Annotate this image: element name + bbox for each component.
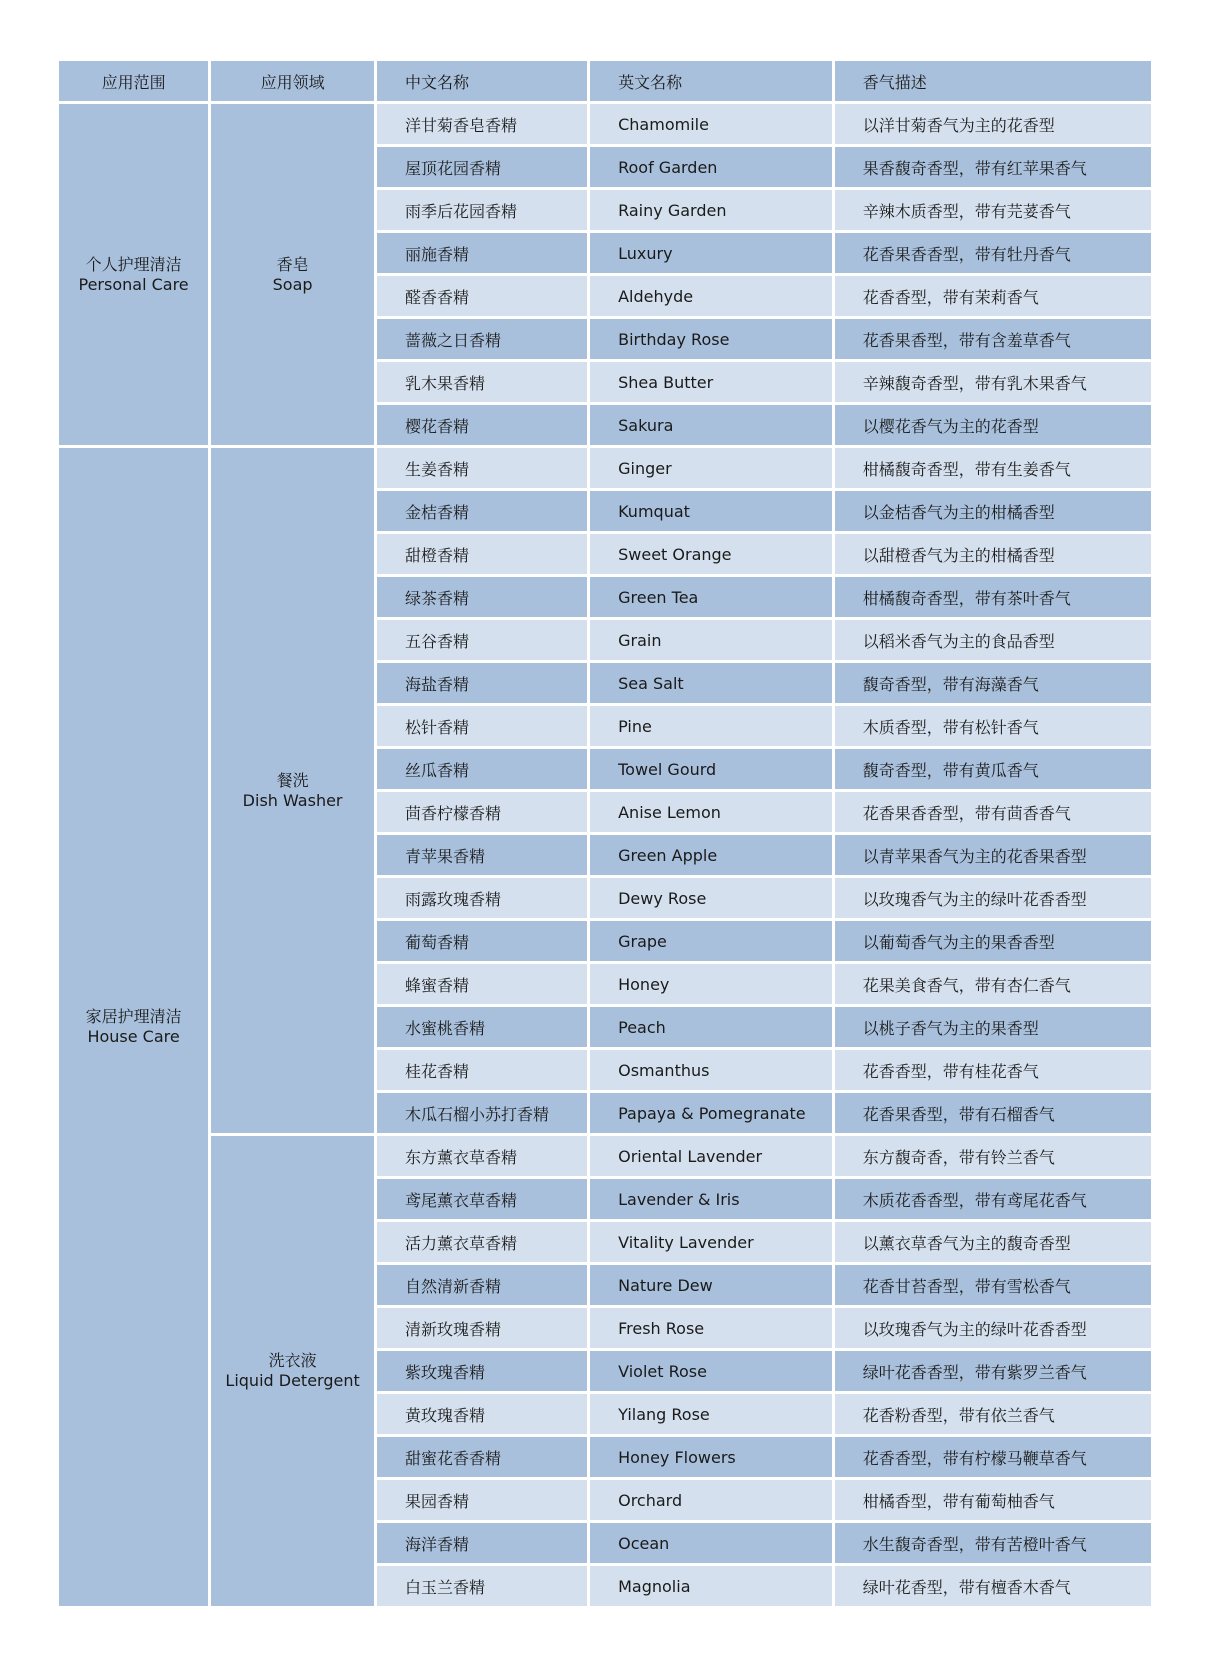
cn-name-cell: 绿茶香精 [377, 577, 587, 617]
description-cell: 柑橘馥奇香型，带有茶叶香气 [835, 577, 1151, 617]
en-name-cell: Green Tea [590, 577, 832, 617]
description-cell: 花香香型，带有柠檬马鞭草香气 [835, 1437, 1151, 1477]
cn-name-cell: 屋顶花园香精 [377, 147, 587, 187]
cn-name-cell: 木瓜石榴小苏打香精 [377, 1093, 587, 1133]
en-name-cell: Vitality Lavender [590, 1222, 832, 1262]
description-cell: 以桃子香气为主的果香型 [835, 1007, 1151, 1047]
description-cell: 花香香型，带有茉莉香气 [835, 276, 1151, 316]
cn-name-cell: 蜂蜜香精 [377, 964, 587, 1004]
cn-name-cell: 乳木果香精 [377, 362, 587, 402]
cn-name-cell: 雨露玫瑰香精 [377, 878, 587, 918]
cn-name-cell: 丽施香精 [377, 233, 587, 273]
description-cell: 绿叶花香香型，带有紫罗兰香气 [835, 1351, 1151, 1391]
description-cell: 柑橘馥奇香型，带有生姜香气 [835, 448, 1151, 488]
cn-name-cell: 洋甘菊香皂香精 [377, 104, 587, 144]
description-cell: 以薰衣草香气为主的馥奇香型 [835, 1222, 1151, 1262]
en-name-cell: Shea Butter [590, 362, 832, 402]
en-name-cell: Dewy Rose [590, 878, 832, 918]
description-cell: 以甜橙香气为主的柑橘香型 [835, 534, 1151, 574]
cn-name-cell: 雨季后花园香精 [377, 190, 587, 230]
description-cell: 木质花香香型，带有鸢尾花香气 [835, 1179, 1151, 1219]
header-scope: 应用范围 [59, 61, 208, 101]
en-name-cell: Fresh Rose [590, 1308, 832, 1348]
description-cell: 花香果香香型，带有茴香香气 [835, 792, 1151, 832]
description-cell: 花香果香型，带有石榴香气 [835, 1093, 1151, 1133]
en-name-cell: Luxury [590, 233, 832, 273]
header-description: 香气描述 [835, 61, 1151, 101]
fragrance-table [56, 58, 1154, 1609]
description-cell: 以玫瑰香气为主的绿叶花香香型 [835, 1308, 1151, 1348]
field-en: Dish Washer [242, 790, 343, 810]
description-cell: 绿叶花香型，带有檀香木香气 [835, 1566, 1151, 1606]
scope-cn: 个人护理清洁 [85, 254, 182, 274]
field-cell [211, 448, 374, 1133]
cn-name-cell: 金桔香精 [377, 491, 587, 531]
en-name-cell: Yilang Rose [590, 1394, 832, 1434]
en-name-cell: Honey [590, 964, 832, 1004]
en-name-cell: Lavender & Iris [590, 1179, 832, 1219]
en-name-cell: Roof Garden [590, 147, 832, 187]
cn-name-cell: 丝瓜香精 [377, 749, 587, 789]
scope-cn: 家居护理清洁 [85, 1007, 182, 1026]
description-cell: 花香果香型，带有含羞草香气 [835, 319, 1151, 359]
en-name-cell: Rainy Garden [590, 190, 832, 230]
header-en-name: 英文名称 [590, 61, 832, 101]
field-en: Liquid Detergent [225, 1371, 360, 1390]
description-cell: 花香甘苔香型，带有雪松香气 [835, 1265, 1151, 1305]
description-cell: 以樱花香气为主的花香型 [835, 405, 1151, 445]
cn-name-cell: 白玉兰香精 [377, 1566, 587, 1606]
cn-name-cell: 蔷薇之日香精 [377, 319, 587, 359]
cn-name-cell: 鸢尾薰衣草香精 [377, 1179, 587, 1219]
cn-name-cell: 黄玫瑰香精 [377, 1394, 587, 1434]
cn-name-cell: 海盐香精 [377, 663, 587, 703]
field-cn: 洗衣液 [268, 1351, 317, 1370]
cn-name-cell: 水蜜桃香精 [377, 1007, 587, 1047]
description-cell: 花果美食香气，带有杏仁香气 [835, 964, 1151, 1004]
description-cell: 木质香型，带有松针香气 [835, 706, 1151, 746]
field-cell [211, 104, 374, 445]
scope-cell [59, 104, 208, 445]
cn-name-cell: 果园香精 [377, 1480, 587, 1520]
cn-name-cell: 樱花香精 [377, 405, 587, 445]
field-en: Soap [272, 274, 313, 294]
en-name-cell: Ginger [590, 448, 832, 488]
en-name-cell: Honey Flowers [590, 1437, 832, 1477]
cn-name-cell: 海洋香精 [377, 1523, 587, 1563]
cn-name-cell: 生姜香精 [377, 448, 587, 488]
cn-name-cell: 紫玫瑰香精 [377, 1351, 587, 1391]
en-name-cell: Grape [590, 921, 832, 961]
en-name-cell: Magnolia [590, 1566, 832, 1606]
description-cell: 馥奇香型，带有海藻香气 [835, 663, 1151, 703]
scope-cell [59, 448, 208, 1606]
description-cell: 东方馥奇香，带有铃兰香气 [835, 1136, 1151, 1176]
description-cell: 花香果香香型，带有牡丹香气 [835, 233, 1151, 273]
description-cell: 水生馥奇香型，带有苦橙叶香气 [835, 1523, 1151, 1563]
description-cell: 馥奇香型，带有黄瓜香气 [835, 749, 1151, 789]
en-name-cell: Anise Lemon [590, 792, 832, 832]
cn-name-cell: 桂花香精 [377, 1050, 587, 1090]
description-cell: 以洋甘菊香气为主的花香型 [835, 104, 1151, 144]
cn-name-cell: 甜蜜花香香精 [377, 1437, 587, 1477]
en-name-cell: Ocean [590, 1523, 832, 1563]
cn-name-cell: 五谷香精 [377, 620, 587, 660]
cn-name-cell: 青苹果香精 [377, 835, 587, 875]
description-cell: 以玫瑰香气为主的绿叶花香香型 [835, 878, 1151, 918]
cn-name-cell: 松针香精 [377, 706, 587, 746]
en-name-cell: Aldehyde [590, 276, 832, 316]
en-name-cell: Osmanthus [590, 1050, 832, 1090]
description-cell: 辛辣馥奇香型，带有乳木果香气 [835, 362, 1151, 402]
en-name-cell: Chamomile [590, 104, 832, 144]
en-name-cell: Peach [590, 1007, 832, 1047]
header-row [59, 61, 1151, 101]
description-cell: 以葡萄香气为主的果香香型 [835, 921, 1151, 961]
en-name-cell: Orchard [590, 1480, 832, 1520]
description-cell: 柑橘香型，带有葡萄柚香气 [835, 1480, 1151, 1520]
cn-name-cell: 清新玫瑰香精 [377, 1308, 587, 1348]
description-cell: 以稻米香气为主的食品香型 [835, 620, 1151, 660]
en-name-cell: Grain [590, 620, 832, 660]
en-name-cell: Pine [590, 706, 832, 746]
header-field: 应用领域 [211, 61, 374, 101]
en-name-cell: Papaya & Pomegranate [590, 1093, 832, 1133]
table-body [59, 104, 1151, 1606]
en-name-cell: Sakura [590, 405, 832, 445]
cn-name-cell: 醛香香精 [377, 276, 587, 316]
en-name-cell: Kumquat [590, 491, 832, 531]
table-row [59, 1136, 1151, 1176]
cn-name-cell: 自然清新香精 [377, 1265, 587, 1305]
header-cn-name: 中文名称 [377, 61, 587, 101]
en-name-cell: Nature Dew [590, 1265, 832, 1305]
scope-en: Personal Care [78, 274, 189, 294]
field-cn: 餐洗 [276, 770, 309, 790]
description-cell: 花香粉香型，带有依兰香气 [835, 1394, 1151, 1434]
field-cn: 香皂 [276, 254, 309, 274]
cn-name-cell: 葡萄香精 [377, 921, 587, 961]
en-name-cell: Towel Gourd [590, 749, 832, 789]
description-cell: 花香香型，带有桂花香气 [835, 1050, 1151, 1090]
description-cell: 以青苹果香气为主的花香果香型 [835, 835, 1151, 875]
cn-name-cell: 茴香柠檬香精 [377, 792, 587, 832]
cn-name-cell: 东方薰衣草香精 [377, 1136, 587, 1176]
field-cell [211, 1136, 374, 1606]
en-name-cell: Violet Rose [590, 1351, 832, 1391]
description-cell: 果香馥奇香型，带有红苹果香气 [835, 147, 1151, 187]
en-name-cell: Birthday Rose [590, 319, 832, 359]
en-name-cell: Sea Salt [590, 663, 832, 703]
scope-en: House Care [87, 1027, 180, 1046]
en-name-cell: Green Apple [590, 835, 832, 875]
description-cell: 辛辣木质香型，带有芫荽香气 [835, 190, 1151, 230]
cn-name-cell: 甜橙香精 [377, 534, 587, 574]
en-name-cell: Sweet Orange [590, 534, 832, 574]
description-cell: 以金桔香气为主的柑橘香型 [835, 491, 1151, 531]
cn-name-cell: 活力薰衣草香精 [377, 1222, 587, 1262]
table-row [59, 448, 1151, 488]
table-row [59, 104, 1151, 144]
en-name-cell: Oriental Lavender [590, 1136, 832, 1176]
